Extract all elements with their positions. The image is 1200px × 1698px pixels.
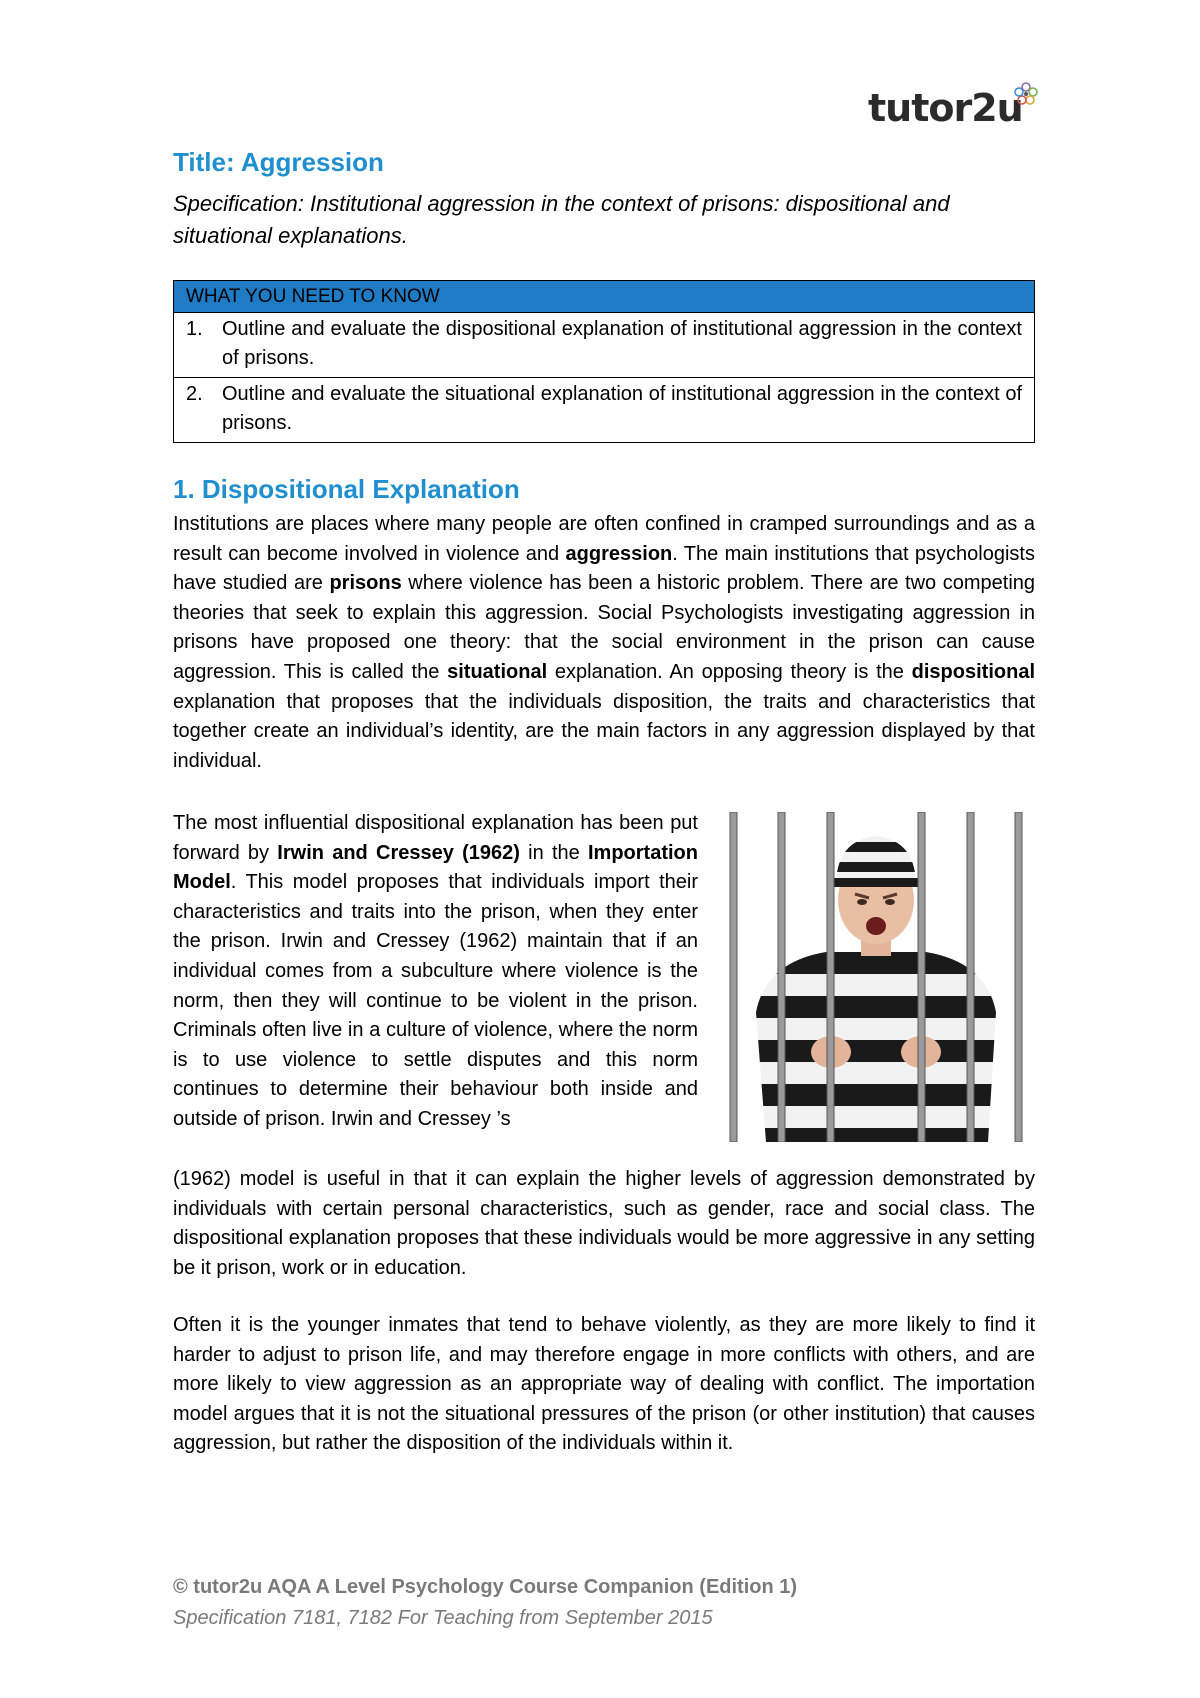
- paragraph-3: (1962) model is useful in that it can explain the higher levels of aggression demonstrated by individuals with certain personal characteristics, such as gender, race and social class. The dispositional explanation proposes that these individuals would be more aggressive in any setting be it prison, work or in education.: [173, 1168, 1035, 1279]
- item-text: Outline and evaluate the dispositional explanation of institutional aggression in the context of prisons.: [222, 318, 1022, 369]
- prisoner-behind-bars-image: [726, 812, 1026, 1142]
- bold-term: situational: [447, 660, 548, 683]
- page-title: Title: Aggression: [173, 147, 384, 177]
- item-number: 2.: [186, 383, 203, 405]
- bold-term: Importation Model: [173, 841, 698, 894]
- item-number: 1.: [186, 318, 203, 340]
- paragraph-1: [173, 510, 1035, 776]
- text-run: explanation that proposes that the individuals disposition, the traits and characteristics that together create an individual’s identity, are the main factors in any aggression displayed by that individual.: [173, 690, 1035, 772]
- bold-term: aggression: [565, 542, 673, 565]
- footer-copyright: © tutor2u AQA A Level Psychology Course Companion (Edition 1): [173, 1576, 798, 1598]
- section-heading: 1. Dispositional Explanation: [173, 474, 520, 504]
- bold-term: dispositional: [911, 660, 1035, 683]
- paragraph-4: Often it is the younger inmates that tend to behave violently, as they are more likely to find it harder to adjust to prison life, and may therefore engage in more conflicts with others, and are more likely to view aggression as an appropriate way of dealing with conflict. The importation model argues that it is not the situational pressures of the prison (or other institution) that causes aggression, but rather the disposition of the individuals within it.: [173, 1314, 1035, 1455]
- specification-text: Specification: Institutional aggression in the context of prisons: dispositional and situational explanations.: [173, 191, 950, 248]
- text-run: in the: [519, 841, 588, 864]
- text-run: . This model proposes that individuals import their characteristics and traits into the prison, when they enter the prison. Irwin and Cressey (1962) maintain that if an individual comes from a subculture where violence is the norm, then they will continue to be violent in the prison. Criminals often live in a culture of violence, where the norm is to use violence to settle disputes and this norm continues to determine their behaviour both inside and outside of prison. Irwin and Cressey ’s: [173, 871, 698, 1130]
- item-text: Outline and evaluate the situational explanation of institutional aggression in the context of prisons.: [222, 383, 1022, 434]
- table-heading: WHAT YOU NEED TO KNOW: [174, 281, 1035, 313]
- flower-icon: [1012, 80, 1040, 108]
- tutor2u-logo: [868, 80, 1038, 140]
- bold-term: prisons: [329, 572, 402, 595]
- text-run: where violence has been a historic problem. There are two competing theories that seek to explain this aggression. Social Psychologists investigating aggression in prisons have proposed one theory: that the social environment in the prison can cause aggression. This is called the: [173, 572, 1036, 683]
- table-row: [174, 378, 1035, 443]
- paragraph-2: [173, 809, 698, 1135]
- text-run: . The main institutions that psychologists have studied are: [173, 542, 1035, 595]
- what-you-need-to-know-table: [173, 280, 1035, 443]
- logo-text: tutor2u: [868, 86, 1023, 130]
- text-run: explanation. An opposing theory is the: [547, 660, 912, 683]
- footer-specification: Specification 7181, 7182 For Teaching from September 2015: [173, 1607, 713, 1629]
- table-row: [174, 313, 1035, 378]
- text-run: The most influential dispositional explanation has been put forward by: [173, 812, 698, 864]
- text-run: Institutions are places where many people are often confined in cramped surroundings and as a result can become involved in violence and: [173, 513, 1035, 565]
- bold-term: Irwin and Cressey (1962): [277, 841, 520, 864]
